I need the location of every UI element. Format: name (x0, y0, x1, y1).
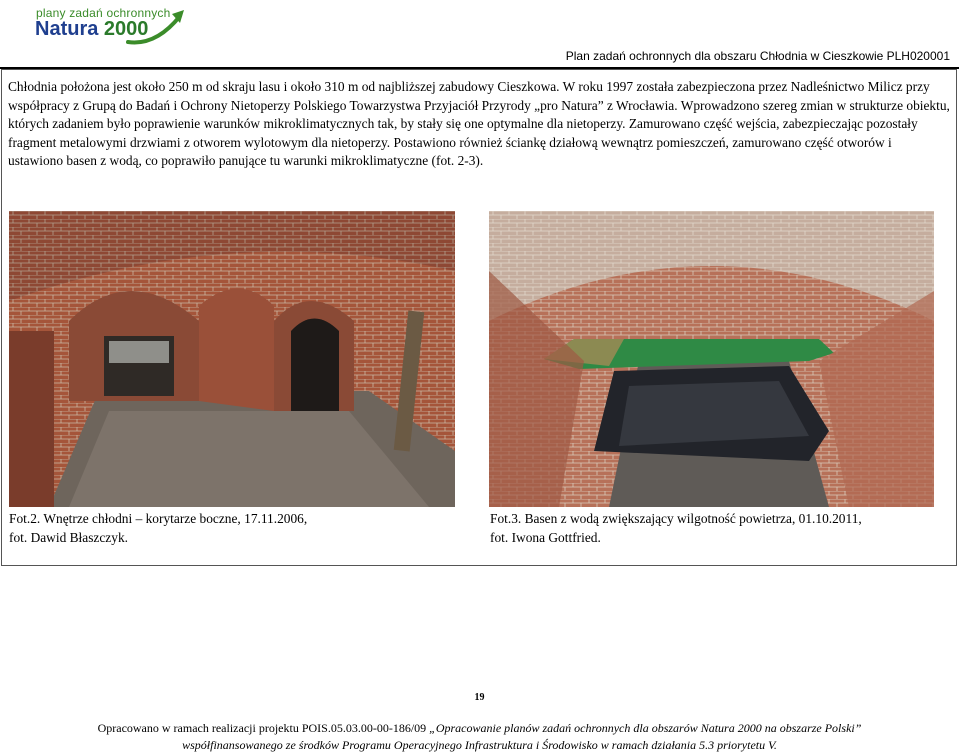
caption-3-line-1: Fot.3. Basen z wodą zwiększający wilgotność powietrza, 01.10.2011, (490, 511, 862, 526)
plan-title: Plan zadań ochronnych dla obszaru Chłodnia w Cieszkowie PLH020001 (565, 49, 950, 63)
page-number: 19 (474, 692, 485, 703)
body-paragraph: Chłodnia położona jest około 250 m od skraju lasu i około 310 m od najbliższej zabudowy Cieszkowa. W roku 1997 została zabezpieczona przez Nadleśnictwo Milicz przy współpracy z Grupą do Badań i Ochrony Nietoperzy Polskiego Towarzystwa Przyjaciół Przyrody „pro Natura” z Wrocławia. Wprowadzono szereg zmian w strukturze obiektu, których zadaniem było poprawienie warunków mikroklimatycznych tak, by stały się one optymalne dla nietoperzy. Zamurowano część wejścia, zabezpieczając pozostały fragment metalowymi drzwiami z otworem wylotowym dla nietoperzy. Postawiono również ściankę działową wewnątrz pomieszczeń, zamurowano część otworów i ustawiono basen z wodą, co poprawiło panujące tu warunki mikroklimatyczne (fot. 2-3). (8, 79, 950, 169)
photo-side-corridors (9, 211, 455, 507)
brick-vault-illustration (9, 211, 455, 507)
caption-2-line-1: Fot.2. Wnętrze chłodni – korytarze boczne, 17.11.2006, (9, 511, 308, 526)
basin-illustration (489, 211, 934, 507)
natura-2000-logo (34, 4, 190, 50)
photo-water-basin (489, 211, 934, 507)
caption-2-line-2: fot. Dawid Błaszczyk. (9, 529, 128, 545)
footer-project-code: Opracowano w ramach realizacji projektu POIS.05.03.00-00-186/09 (97, 721, 427, 735)
footer-project-title: „Opracowanie planów zadań ochronnych dla obszarów Natura 2000 na obszarze Polski” (426, 721, 862, 735)
photo-caption-2 (9, 510, 469, 547)
photo-caption-3 (490, 510, 950, 547)
logo-word: Natura (35, 18, 99, 40)
footer-line-1 (0, 720, 959, 737)
logo-swoosh-icon (126, 8, 186, 48)
logo-tagline: plany zadań ochronnych (36, 6, 171, 20)
caption-3-line-2: fot. Iwona Gottfried. (490, 529, 601, 545)
footer (0, 720, 959, 754)
footer-line-2: współfinansowanego ze środków Programu Operacyjnego Infrastruktura i Środowisko w ramach działania 5.3 priorytetu V. (182, 738, 777, 752)
logo-number: 2000 (103, 18, 149, 40)
